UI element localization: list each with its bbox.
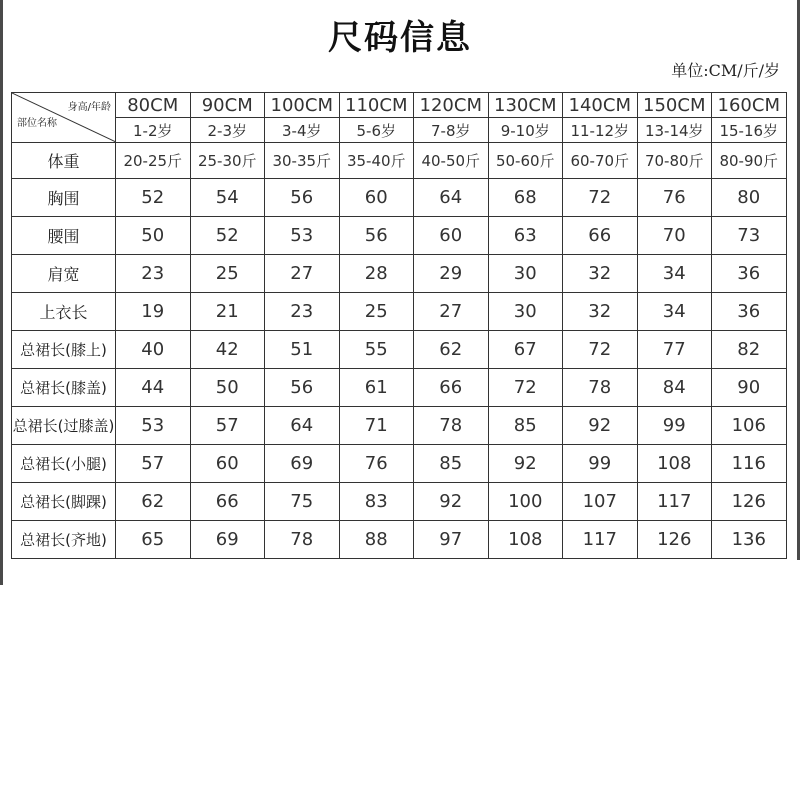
age-cell: 1-2岁 — [116, 118, 191, 143]
table-cell: 90 — [712, 369, 787, 407]
table-cell: 28 — [339, 255, 414, 293]
table-row — [12, 217, 787, 255]
table-cell: 61 — [339, 369, 414, 407]
table-cell: 32 — [563, 255, 638, 293]
table-cell: 69 — [265, 445, 340, 483]
table-cell: 136 — [712, 521, 787, 559]
size-table — [11, 92, 787, 559]
row-label: 胸围 — [12, 179, 116, 217]
table-cell: 60 — [190, 445, 265, 483]
table-cell: 92 — [414, 483, 489, 521]
size-cell: 80CM — [116, 93, 191, 118]
weight-cell: 60-70斤 — [563, 143, 638, 179]
table-cell: 78 — [265, 521, 340, 559]
table-cell: 80 — [712, 179, 787, 217]
table-cell: 69 — [190, 521, 265, 559]
table-cell: 62 — [414, 331, 489, 369]
table-cell: 23 — [116, 255, 191, 293]
size-cell: 90CM — [190, 93, 265, 118]
table-cell: 116 — [712, 445, 787, 483]
table-cell: 56 — [339, 217, 414, 255]
table-cell: 54 — [190, 179, 265, 217]
corner-cell — [12, 93, 116, 143]
age-cell: 13-14岁 — [637, 118, 712, 143]
table-cell: 57 — [116, 445, 191, 483]
table-cell: 66 — [190, 483, 265, 521]
size-cell: 130CM — [488, 93, 563, 118]
size-cell: 110CM — [339, 93, 414, 118]
table-row — [12, 445, 787, 483]
table-cell: 88 — [339, 521, 414, 559]
table-cell: 126 — [637, 521, 712, 559]
age-cell: 3-4岁 — [265, 118, 340, 143]
table-cell: 27 — [265, 255, 340, 293]
table-cell: 72 — [563, 331, 638, 369]
weight-cell: 20-25斤 — [116, 143, 191, 179]
table-cell: 32 — [563, 293, 638, 331]
table-cell: 72 — [563, 179, 638, 217]
row-label: 总裙长(齐地) — [12, 521, 116, 559]
table-cell: 100 — [488, 483, 563, 521]
weight-cell: 35-40斤 — [339, 143, 414, 179]
table-cell: 25 — [190, 255, 265, 293]
table-cell: 68 — [488, 179, 563, 217]
weight-cell: 25-30斤 — [190, 143, 265, 179]
table-cell: 107 — [563, 483, 638, 521]
page-title: 尺码信息 — [328, 18, 472, 58]
table-cell: 19 — [116, 293, 191, 331]
table-cell: 75 — [265, 483, 340, 521]
table-cell: 36 — [712, 293, 787, 331]
age-header-row — [12, 118, 787, 143]
table-cell: 21 — [190, 293, 265, 331]
table-cell: 55 — [339, 331, 414, 369]
table-cell: 53 — [265, 217, 340, 255]
weight-cell: 80-90斤 — [712, 143, 787, 179]
table-cell: 108 — [488, 521, 563, 559]
table-cell: 50 — [190, 369, 265, 407]
row-label: 总裙长(膝上) — [12, 331, 116, 369]
table-cell: 92 — [488, 445, 563, 483]
table-row — [12, 293, 787, 331]
table-cell: 36 — [712, 255, 787, 293]
corner-top-label: 身高/年龄 — [67, 102, 111, 113]
table-cell: 56 — [265, 369, 340, 407]
table-cell: 117 — [637, 483, 712, 521]
table-row — [12, 179, 787, 217]
weight-cell: 40-50斤 — [414, 143, 489, 179]
age-cell: 11-12岁 — [563, 118, 638, 143]
table-cell: 108 — [637, 445, 712, 483]
table-cell: 99 — [563, 445, 638, 483]
table-cell: 83 — [339, 483, 414, 521]
row-label: 总裙长(过膝盖) — [12, 407, 116, 445]
table-cell: 30 — [488, 255, 563, 293]
table-cell: 84 — [637, 369, 712, 407]
table-cell: 85 — [414, 445, 489, 483]
table-cell: 77 — [637, 331, 712, 369]
table-cell: 23 — [265, 293, 340, 331]
table-cell: 60 — [339, 179, 414, 217]
table-row — [12, 483, 787, 521]
age-cell: 15-16岁 — [712, 118, 787, 143]
table-row — [12, 331, 787, 369]
table-cell: 99 — [637, 407, 712, 445]
table-cell: 52 — [116, 179, 191, 217]
table-cell: 78 — [563, 369, 638, 407]
table-cell: 60 — [414, 217, 489, 255]
size-cell: 140CM — [563, 93, 638, 118]
row-label: 腰围 — [12, 217, 116, 255]
table-cell: 30 — [488, 293, 563, 331]
row-label: 肩宽 — [12, 255, 116, 293]
weight-row — [12, 143, 787, 179]
row-label: 上衣长 — [12, 293, 116, 331]
table-row — [12, 255, 787, 293]
weight-cell: 50-60斤 — [488, 143, 563, 179]
table-cell: 65 — [116, 521, 191, 559]
left-border — [0, 0, 3, 585]
table-cell: 34 — [637, 293, 712, 331]
table-cell: 52 — [190, 217, 265, 255]
size-cell: 120CM — [414, 93, 489, 118]
table-cell: 92 — [563, 407, 638, 445]
table-cell: 126 — [712, 483, 787, 521]
table-cell: 50 — [116, 217, 191, 255]
table-cell: 66 — [414, 369, 489, 407]
table-row — [12, 407, 787, 445]
table-cell: 85 — [488, 407, 563, 445]
table-cell: 62 — [116, 483, 191, 521]
weight-cell: 30-35斤 — [265, 143, 340, 179]
table-cell: 42 — [190, 331, 265, 369]
table-cell: 72 — [488, 369, 563, 407]
table-cell: 117 — [563, 521, 638, 559]
table-cell: 34 — [637, 255, 712, 293]
table-cell: 70 — [637, 217, 712, 255]
table-cell: 76 — [637, 179, 712, 217]
weight-cell: 70-80斤 — [637, 143, 712, 179]
table-cell: 64 — [414, 179, 489, 217]
table-cell: 51 — [265, 331, 340, 369]
unit-note: 单位:CM/斤/岁 — [671, 61, 780, 80]
table-cell: 27 — [414, 293, 489, 331]
table-cell: 97 — [414, 521, 489, 559]
table-cell: 56 — [265, 179, 340, 217]
table-cell: 71 — [339, 407, 414, 445]
table-cell: 66 — [563, 217, 638, 255]
table-cell: 76 — [339, 445, 414, 483]
size-cell: 100CM — [265, 93, 340, 118]
table-cell: 82 — [712, 331, 787, 369]
table-cell: 53 — [116, 407, 191, 445]
table-cell: 44 — [116, 369, 191, 407]
size-header-row — [12, 93, 787, 118]
row-label-weight: 体重 — [12, 143, 116, 179]
table-cell: 40 — [116, 331, 191, 369]
row-label: 总裙长(膝盖) — [12, 369, 116, 407]
age-cell: 9-10岁 — [488, 118, 563, 143]
table-cell: 25 — [339, 293, 414, 331]
size-cell: 150CM — [637, 93, 712, 118]
table-cell: 78 — [414, 407, 489, 445]
table-cell: 57 — [190, 407, 265, 445]
table-row — [12, 369, 787, 407]
table-cell: 73 — [712, 217, 787, 255]
row-label: 总裙长(脚踝) — [12, 483, 116, 521]
size-cell: 160CM — [712, 93, 787, 118]
table-cell: 64 — [265, 407, 340, 445]
corner-bottom-label: 部位名称 — [17, 118, 57, 129]
table-cell: 29 — [414, 255, 489, 293]
table-cell: 63 — [488, 217, 563, 255]
age-cell: 5-6岁 — [339, 118, 414, 143]
table-cell: 67 — [488, 331, 563, 369]
age-cell: 2-3岁 — [190, 118, 265, 143]
row-label: 总裙长(小腿) — [12, 445, 116, 483]
table-cell: 106 — [712, 407, 787, 445]
table-row — [12, 521, 787, 559]
age-cell: 7-8岁 — [414, 118, 489, 143]
